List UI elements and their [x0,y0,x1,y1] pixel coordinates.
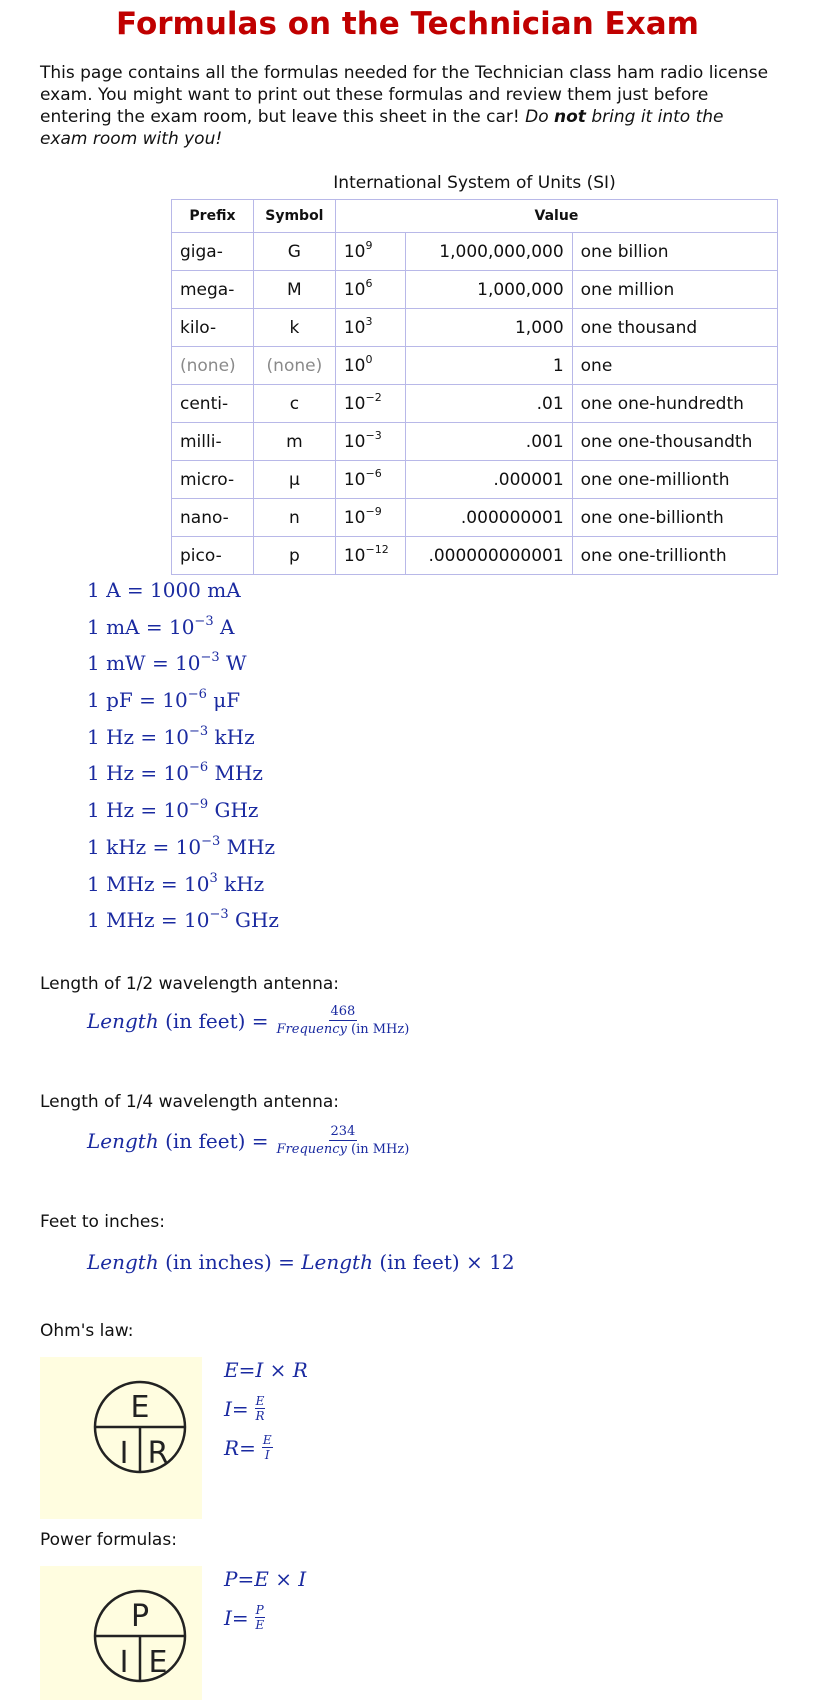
power-of-ten-cell: $10^9$ [335,233,405,271]
header-value: Value [335,200,777,233]
words-cell: one one-thousandth [572,423,777,461]
page-title: Formulas on the Technician Exam [116,6,699,42]
formula-line: P = E × I [224,1566,307,1591]
wheel-bottom-left-letter: I [119,1436,129,1471]
prefix-cell: centi- [172,385,254,423]
denominator: Frequency (in MHz) [276,1142,410,1157]
wheel-top-letter: P [130,1599,150,1634]
half-wave-formula: Length (in feet) = $\frac{468}{\text{Frequency (in MHz)}}$ [87,1004,410,1037]
symbol-cell: m [253,423,335,461]
words-cell: one million [572,271,777,309]
conversion-line: 1 $Hz = 10^{-9}$ GHz [87,797,259,823]
prefix-cell: mega- [172,271,254,309]
header-prefix: Prefix [172,200,254,233]
ohms-law-wheel-diagram [40,1357,202,1519]
prefix-cell: nano- [172,499,254,537]
conversion-line: 1 kHz = $10^{-3}$ MHz [87,833,276,859]
formula-line: R = $\frac{E}{I}$ [224,1433,272,1462]
symbol-cell: (none) [253,347,335,385]
conversion-line: 1 mA = $10^{-3}$ A [87,613,235,639]
prefix-cell: pico- [172,537,254,575]
symbol-cell: k [253,309,335,347]
power-of-ten-cell: $10^{-3}$ [335,423,405,461]
power-of-ten-cell: $10^{-6}$ [335,461,405,499]
formula-line: I = $\frac{P}{E}$ [224,1603,265,1632]
conversion-line: 1 $Hz = 10^{-6}$ MHz [87,760,263,786]
header-symbol: Symbol [253,200,335,233]
quarter-wave-formula: Length (in feet) = $\frac{234}{\text{Frequency (in MHz)}}$ [87,1124,410,1157]
table-header-row [172,200,778,233]
number-cell: 1 [405,347,572,385]
number-cell: .001 [405,423,572,461]
formula-line: E = I × R [224,1357,308,1382]
number-cell: 1,000,000,000 [405,233,572,271]
table-row [172,233,778,271]
table-row [172,423,778,461]
numerator: 468 [330,1004,356,1019]
table-row [172,385,778,423]
table-row [172,347,778,385]
intro-emphasis: Do not bring it into the exam room with you! [40,107,724,149]
wheel-bottom-left-letter: I [119,1645,129,1680]
symbol-cell: M [253,271,335,309]
table-row [172,309,778,347]
ohms-law-label: Ohm's law: [40,1321,134,1341]
prefix-cell: milli- [172,423,254,461]
table-row [172,537,778,575]
intro-paragraph [40,62,775,150]
intro-text: This page contains all the formulas needed for the Technician class ham radio license exam. You might want to print out these formulas and review them just before entering the exam room, but leave this sheet in the car! [40,63,769,127]
number-cell: 1,000 [405,309,572,347]
fraction: $\frac{P}{E}$ [255,1603,265,1632]
power-of-ten-cell: $10^{-12}$ [335,537,405,575]
unit-conversions [87,578,279,945]
si-table-caption: International System of Units (SI) [333,173,616,193]
prefix-cell: micro- [172,461,254,499]
conversion-line: 1 MHz = $10^{-3}$ GHz [87,907,279,933]
numerator: 234 [330,1124,356,1139]
power-label: Power formulas: [40,1530,177,1550]
conversion-line: 1 mW = $10^{-3}$ W [87,650,247,676]
table-row [172,461,778,499]
prefix-cell: kilo- [172,309,254,347]
table-row [172,499,778,537]
power-rules [224,1559,306,1637]
symbol-cell: n [253,499,335,537]
conversion-line: 1 MHz = $10^3$ kHz [87,870,265,896]
feet-inches-label: Feet to inches: [40,1212,165,1232]
power-of-ten-cell: $10^6$ [335,271,405,309]
words-cell: one one-trillionth [572,537,777,575]
half-wave-label: Length of 1/2 wavelength antenna: [40,974,340,994]
denominator: Frequency (in MHz) [276,1022,410,1037]
fraction: $\frac{E}{I}$ [262,1433,272,1462]
si-units-table [171,199,778,575]
conversion-line: 1 pF = $10^{-6}$ μF [87,687,241,713]
power-of-ten-cell: $10^0$ [335,347,405,385]
number-cell: .000001 [405,461,572,499]
power-wheel-diagram [40,1566,202,1700]
wheel-bottom-right-letter: R [147,1436,169,1471]
power-of-ten-cell: $10^{-2}$ [335,385,405,423]
words-cell: one one-millionth [572,461,777,499]
words-cell: one thousand [572,309,777,347]
ohms-law-rules [224,1350,308,1467]
conversion-line: 1 $Hz = 10^{-3}$ kHz [87,723,255,749]
words-cell: one [572,347,777,385]
prefix-cell: giga- [172,233,254,271]
words-cell: one one-billionth [572,499,777,537]
number-cell: .000000000001 [405,537,572,575]
symbol-cell: G [253,233,335,271]
fraction: $\frac{E}{R}$ [255,1394,265,1423]
symbol-cell: μ [253,461,335,499]
power-wheel [40,1566,202,1700]
power-of-ten-cell: $10^3$ [335,309,405,347]
quarter-wave-label: Length of 1/4 wavelength antenna: [40,1092,340,1112]
symbol-cell: c [253,385,335,423]
words-cell: one one-hundredth [572,385,777,423]
prefix-cell: (none) [172,347,254,385]
feet-to-inches-formula: Length (in inches) = Length (in feet) × 12 [87,1250,515,1274]
formula-line: I = $\frac{E}{R}$ [224,1394,265,1423]
ohms-law-wheel [40,1357,202,1519]
number-cell: .01 [405,385,572,423]
wheel-top-letter: E [130,1390,150,1425]
power-of-ten-cell: $10^{-9}$ [335,499,405,537]
number-cell: .000000001 [405,499,572,537]
symbol-cell: p [253,537,335,575]
quarter-wave-fraction [277,1124,410,1157]
table-row [172,271,778,309]
half-wave-fraction [277,1004,410,1037]
number-cell: 1,000,000 [405,271,572,309]
wheel-bottom-right-letter: E [148,1645,168,1680]
conversion-line: 1 A = 1000 mA [87,578,241,602]
words-cell: one billion [572,233,777,271]
